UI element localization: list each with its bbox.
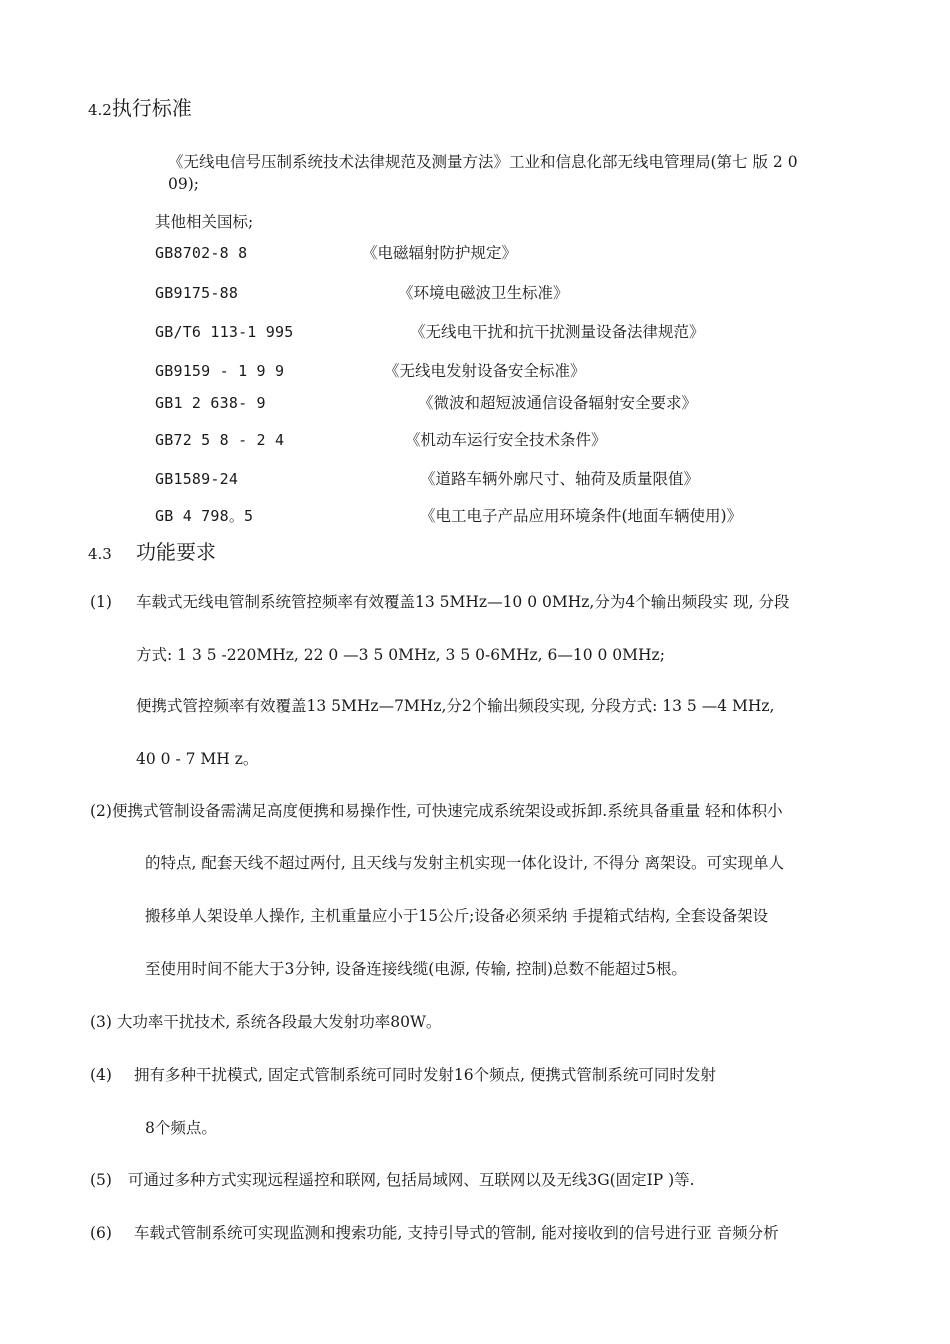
item-1-line: 方式: 1 3 5 -220MHz, 22 0 —3 5 0MHz, 3 5 0-6MHz, 6—10 0 0MHz; (136, 646, 665, 664)
standard-code: GB 4 798。5 (155, 507, 254, 525)
standard-title: 《电磁辐射防护规定》 (362, 244, 518, 262)
standard-title: 《环境电磁波卫生标准》 (398, 284, 569, 302)
item-2-line: 至使用时间不能大于3分钟, 设备连接线缆(电源, 传输, 控制)总数不能超过5根。 (145, 960, 687, 978)
item-5-label: (5) (90, 1171, 112, 1189)
standard-title: 《道路车辆外廓尺寸、轴荷及质量限值》 (420, 470, 700, 488)
item-3-line: (3) 大功率干扰技术, 系统各段最大发射功率80W。 (90, 1013, 442, 1031)
standard-code: GB9175-88 (155, 284, 239, 302)
item-6-label: (6) (90, 1224, 112, 1242)
standard-title: 《电工电子产品应用环境条件(地面车辆使用)》 (420, 507, 743, 525)
item-1-line: 40 0 - 7 MH z。 (136, 750, 259, 768)
standard-title: 《无线电发射设备安全标准》 (384, 362, 586, 380)
intro-line-1: 《无线电信号压制系统技术法律规范及测量方法》工业和信息化部无线电管理局(第七 版 2 0 (168, 153, 798, 171)
standard-title: 《无线电干扰和抗干扰测量设备法律规范》 (410, 323, 705, 341)
section-4-3-heading (88, 540, 216, 566)
standard-code: GB1 2 638- 9 (155, 394, 266, 412)
standard-title: 《机动车运行安全技术条件》 (405, 431, 607, 449)
item-4-label: (4) (90, 1066, 112, 1084)
standard-code: GB8702-8 8 (155, 244, 248, 262)
section-number: 4.3 (88, 545, 112, 563)
item-6-line: 车载式管制系统可实现监测和搜索功能, 支持引导式的管制, 能对接收到的信号进行亚 音频分析 (134, 1224, 779, 1242)
item-5-line: 可通过多种方式实现远程遥控和联网, 包括局域网、互联网以及无线3G(固定IP )等. (128, 1171, 695, 1189)
standard-code: GB9159 - 1 9 9 (155, 362, 285, 380)
item-1-line: 便携式管控频率有效覆盖13 5MHz—7MHz,分2个输出频段实现, 分段方式: 13 5 —4 MHz, (136, 697, 775, 715)
section-4-2-heading (88, 96, 192, 122)
standard-code: GB/T6 113-1 995 (155, 323, 294, 341)
item-2-line: 搬移单人架设单人操作, 主机重量应小于15公斤;设备必须采纳 手提箱式结构, 全套设备架设 (145, 907, 769, 925)
item-2-line: (2)便携式管制设备需满足高度便携和易操作性, 可快速完成系统架设或拆卸.系统具备重量 轻和体积小 (90, 802, 783, 820)
intro-line-2: 09); (168, 175, 199, 193)
standard-code: GB1589-24 (155, 470, 239, 488)
section-title: 功能要求 (136, 540, 216, 564)
section-number: 4.2 (88, 101, 112, 119)
item-1-line: 车载式无线电管制系统管控频率有效覆盖13 5MHz—10 0 0MHz,分为4个输出频段实 现, 分段 (136, 593, 790, 611)
other-standards-label: 其他相关国标; (155, 213, 254, 231)
item-4-line: 8个频点。 (145, 1119, 217, 1137)
standard-title: 《微波和超短波通信设备辐射安全要求》 (418, 394, 698, 412)
item-2-line: 的特点, 配套天线不超过两付, 且天线与发射主机实现一体化设计, 不得分 离架设。可实现单人 (145, 854, 784, 872)
item-1-label: (1) (90, 593, 112, 611)
item-4-line: 拥有多种干扰模式, 固定式管制系统可同时发射16个频点, 便携式管制系统可同时发射 (134, 1066, 716, 1084)
section-title: 执行标准 (111, 96, 192, 120)
standard-code: GB72 5 8 - 2 4 (155, 431, 285, 449)
